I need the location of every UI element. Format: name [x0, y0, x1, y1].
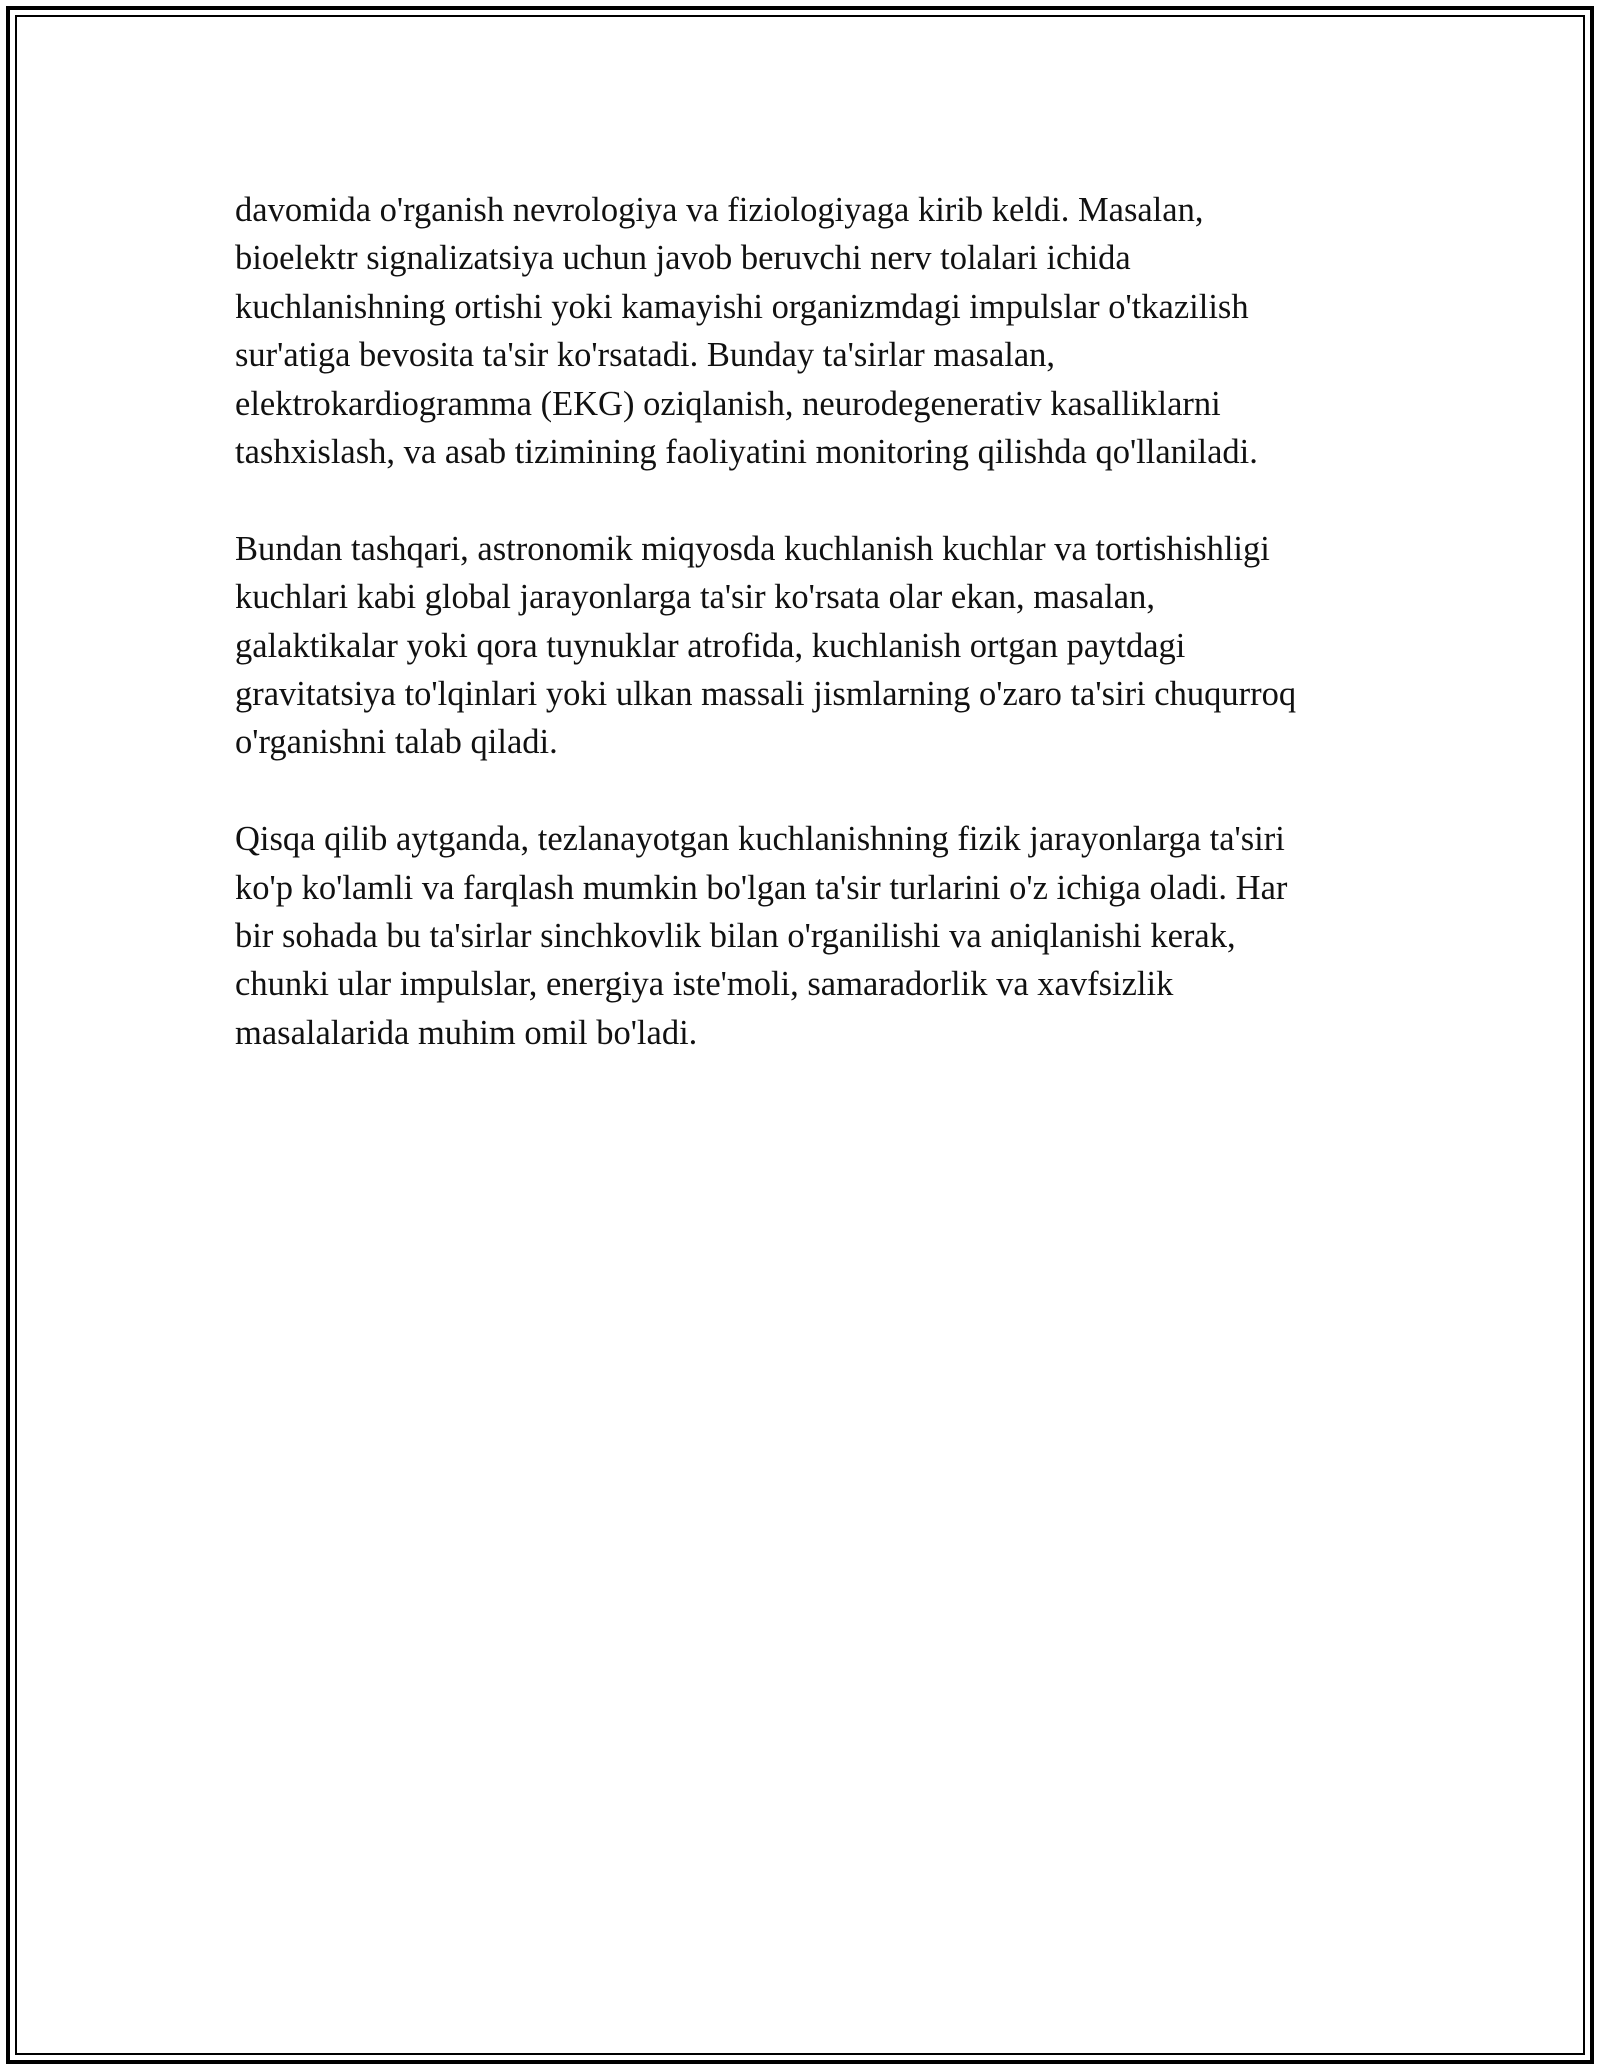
paragraph-line: Qisqa qilib aytganda, tezlanayotgan kuchlanishning fizik jarayonlarga ta'siri [235, 820, 1285, 859]
paragraph-line: chunki ular impulslar, energiya iste'moli, samaradorlik va xavfsizlik [235, 965, 1174, 1004]
paragraph-line: gravitatsiya to'lqinlari yoki ulkan massali jismlarning o'zaro ta'siri chuqurroq [235, 675, 1297, 714]
paragraph-line: sur'atiga bevosita ta'sir ko'rsatadi. Bunday ta'sirlar masalan, [235, 336, 1056, 375]
paragraph-line: bir sohada bu ta'sirlar sinchkovlik bilan o'rganilishi va aniqlanishi kerak, [235, 917, 1236, 956]
paragraph-line: o'rganishni talab qiladi. [235, 723, 558, 762]
paragraph-line: kuchlari kabi global jarayonlarga ta'sir ko'rsata olar ekan, masalan, [235, 578, 1155, 617]
paragraph-line: tashxislash, va asab tizimining faoliyatini monitoring qilishda qo'llaniladi. [235, 433, 1258, 472]
paragraph-line: masalalarida muhim omil bo'ladi. [235, 1013, 698, 1052]
paragraph-line: ko'p ko'lamli va farqlash mumkin bo'lgan ta'sir turlarini o'z ichiga oladi. Har [235, 868, 1288, 907]
paragraph-1 [235, 186, 1385, 476]
paragraph-2 [235, 525, 1385, 767]
paragraph-line: galaktikalar yoki qora tuynuklar atrofida, kuchlanish ortgan paytdagi [235, 626, 1186, 665]
paragraph-line: kuchlanishning ortishi yoki kamayishi organizmdagi impulslar o'tkazilish [235, 287, 1249, 326]
paragraph-3 [235, 815, 1385, 1057]
paragraph-line: bioelektr signalizatsiya uchun javob beruvchi nerv tolalari ichida [235, 239, 1131, 278]
paragraph-line: davomida o'rganish nevrologiya va fiziologiyaga kirib keldi. Masalan, [235, 191, 1204, 229]
paragraph-line: elektrokardiogramma (EKG) oziqlanish, neurodegenerativ kasalliklarni [235, 384, 1221, 423]
paragraph-line: Bundan tashqari, astronomik miqyosda kuchlanish kuchlar va tortishishligi [235, 529, 1270, 568]
document-body [235, 186, 1385, 1106]
